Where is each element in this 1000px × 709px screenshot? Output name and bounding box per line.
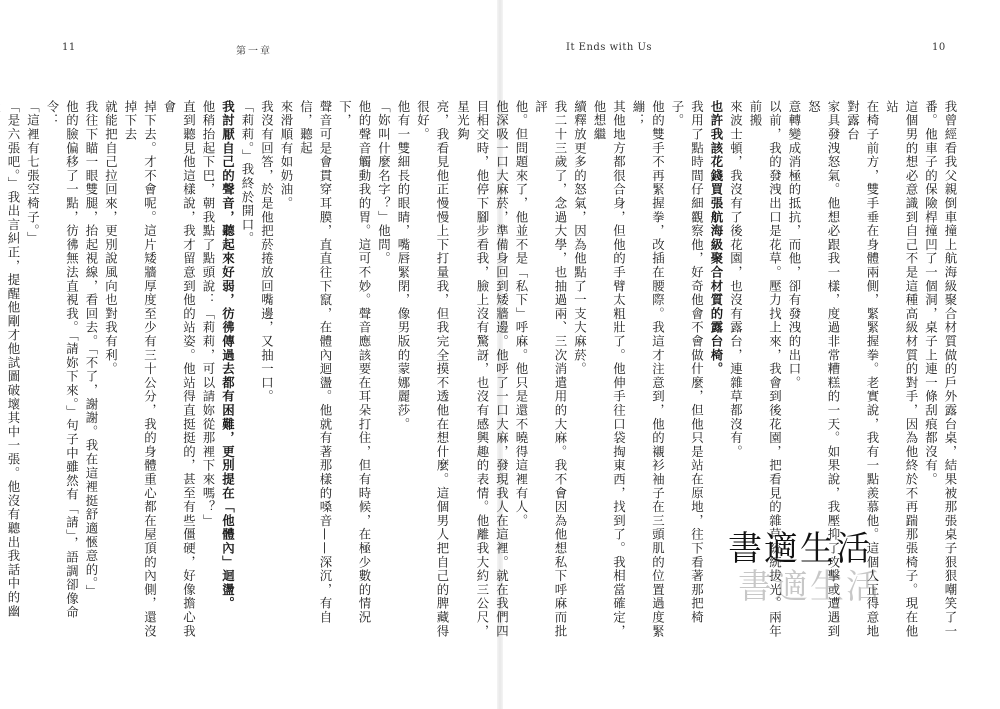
text-line: 亮，我看見他正慢慢上下打量我，但我完全摸不透他在想什麼。這個男人把自己的脾藏得很好。 (415, 100, 450, 639)
right-running-head: It Ends with Us (566, 42, 653, 53)
text-line: 我二十三歲了，念過大學，也抽過兩、三次消遣用的大麻。我不會因為他想私下呼麻而批評 (533, 100, 568, 639)
text-line: 其他地方都很合身，但他的手臂太粗壯了。他伸手往口袋掏東西，找到了。我相當確定，他想繼 (592, 100, 627, 639)
text-line: 他的臉偏移了一點，彷彿無法直視我。「請妳下來。」句子中雖然有「請」，語調卻像命令： (45, 100, 80, 620)
text-line: 就能把自己拉回來，更別說風向也對我有利。 (103, 100, 119, 376)
right-page-number: 10 (932, 42, 946, 53)
text-line: 他的聲音觸動我的胃。這可不妙。聲音應該要在耳朵打住，但有時候，在極少數的情況下， (337, 100, 372, 625)
left-page-body (6, 100, 452, 640)
text-line: 我用了點時間仔細觀察他，好奇他會不會做什麼，但他只是站在原地，往下看著那把椅子。 (670, 100, 705, 625)
text-line: 在椅子前方，雙手垂在身體兩側，緊緊握拳。老實說，我有一點羨慕他。這個人正得意地對露台 (845, 100, 880, 639)
text-line: 他有一雙細長的眼睛，嘴唇緊閉，像男版的蒙娜麗莎。 (396, 100, 411, 432)
text-line: 他的雙手不再緊握拳，改插在腰際。我這才注意到，他的襯衫袖子在三頭肌的位置過度緊繃； (631, 100, 666, 639)
watermark (728, 530, 882, 606)
text-line: 我曾經看我父親倒車撞上航海級聚合材質做的戶外露台桌，結果被那張桌子狠狠嘲笑了一 (943, 100, 958, 639)
text-line: 他。但問題來了，他並不是「私下」呼麻。他只是還不曉得這裡有人。 (514, 100, 529, 528)
text-line: 續釋放更多的怒氣，因為他點了一支大麻菸。 (572, 100, 588, 376)
left-running-head: 第一章 (236, 46, 272, 57)
text-line: 我討厭自己的聲音，聽起來好弱，彷彿傳過去都有困難，更別提在「他體內」迴盪。 (220, 100, 236, 611)
text-line: 家具發洩怒氣。他想必跟我一樣，度過非常糟糕的一天。如果說，我壓抑了攻擊或遭遇到怒 (806, 100, 841, 639)
text-line: 番。他車子的保險桿撞凹了一個洞，桌子上連一條刮痕都沒有。 (923, 100, 939, 487)
text-line: 這個男的想必意識到自己不是這種高級材質的對手，因為他終於不再踹那張椅子。現在他站 (884, 100, 919, 639)
text-line: 我往下瞄一眼雙腿，抬起視線，看回去。「不了，謝謝。我在這裡挺舒適愜意的。」 (84, 100, 99, 599)
text-line: 也許我該花錢買張航海級聚合材質的露台椅。 (709, 100, 724, 376)
text-line: 「莉莉。」我終於開口。 (240, 100, 255, 246)
text-line: 「這裡有七張空椅子。」 (25, 100, 41, 246)
left-page-number: 11 (62, 42, 76, 53)
text-line: 「妳叫什麼名字？」他問。 (376, 100, 392, 266)
text-line: 掉下去。才不會呢。這片矮牆厚度至少有三十公分，我的身體重心都在屋頂的內側，還沒掉下去 (123, 100, 158, 639)
text-line: 意轉變成消極的抵抗，而他，卻有發洩的出口。 (787, 100, 802, 390)
watermark-text-shadow: 書適生活 (738, 567, 882, 607)
text-line: 來波士頓，我沒有了後花園，也沒有露台，連雜草都沒有。 (728, 100, 744, 459)
watermark-text-primary: 書適生活 (728, 529, 872, 569)
text-line: 他稍抬起下巴，朝我點了點頭說：「莉莉，可以請妳從那裡下來嗎？」 (201, 100, 216, 528)
text-line: 他深吸一口大麻菸，準備身回到矮牆邊。他呼了一口大麻，發現我人在這裡。就在我們四 (494, 100, 510, 639)
text-line: 我沒有回答，於是他把菸捲放回嘴邊，又抽一口。 (259, 100, 275, 404)
text-line: 以前，我的發洩出口是花草。壓力找上來，我會到後花園，把看見的雜草統統拔光。兩年前搬 (748, 100, 783, 639)
text-line: 目相交時，他停下腳步看我，臉上沒有驚訝，也沒有感興趣的表情。他離我大約三公尺，星光夠 (455, 100, 490, 639)
text-line: 直到聽見他這樣說，我才留意到他的站姿。他站得直挺挺的，甚至有些僵硬，好像擔心我會 (162, 100, 197, 639)
text-line: 「是六張吧。」我出言糾正，提醒他剛才他試圖破壞其中一張。他沒有聽出我話中的幽 (6, 100, 21, 619)
text-line: 聲音可是會貫穿耳膜，直直往下竄，在體內迴盪。他就有著那樣的嗓音——深沉，有自信，聽起 (298, 100, 333, 625)
text-line: 來滑順有如奶油。 (279, 100, 294, 211)
